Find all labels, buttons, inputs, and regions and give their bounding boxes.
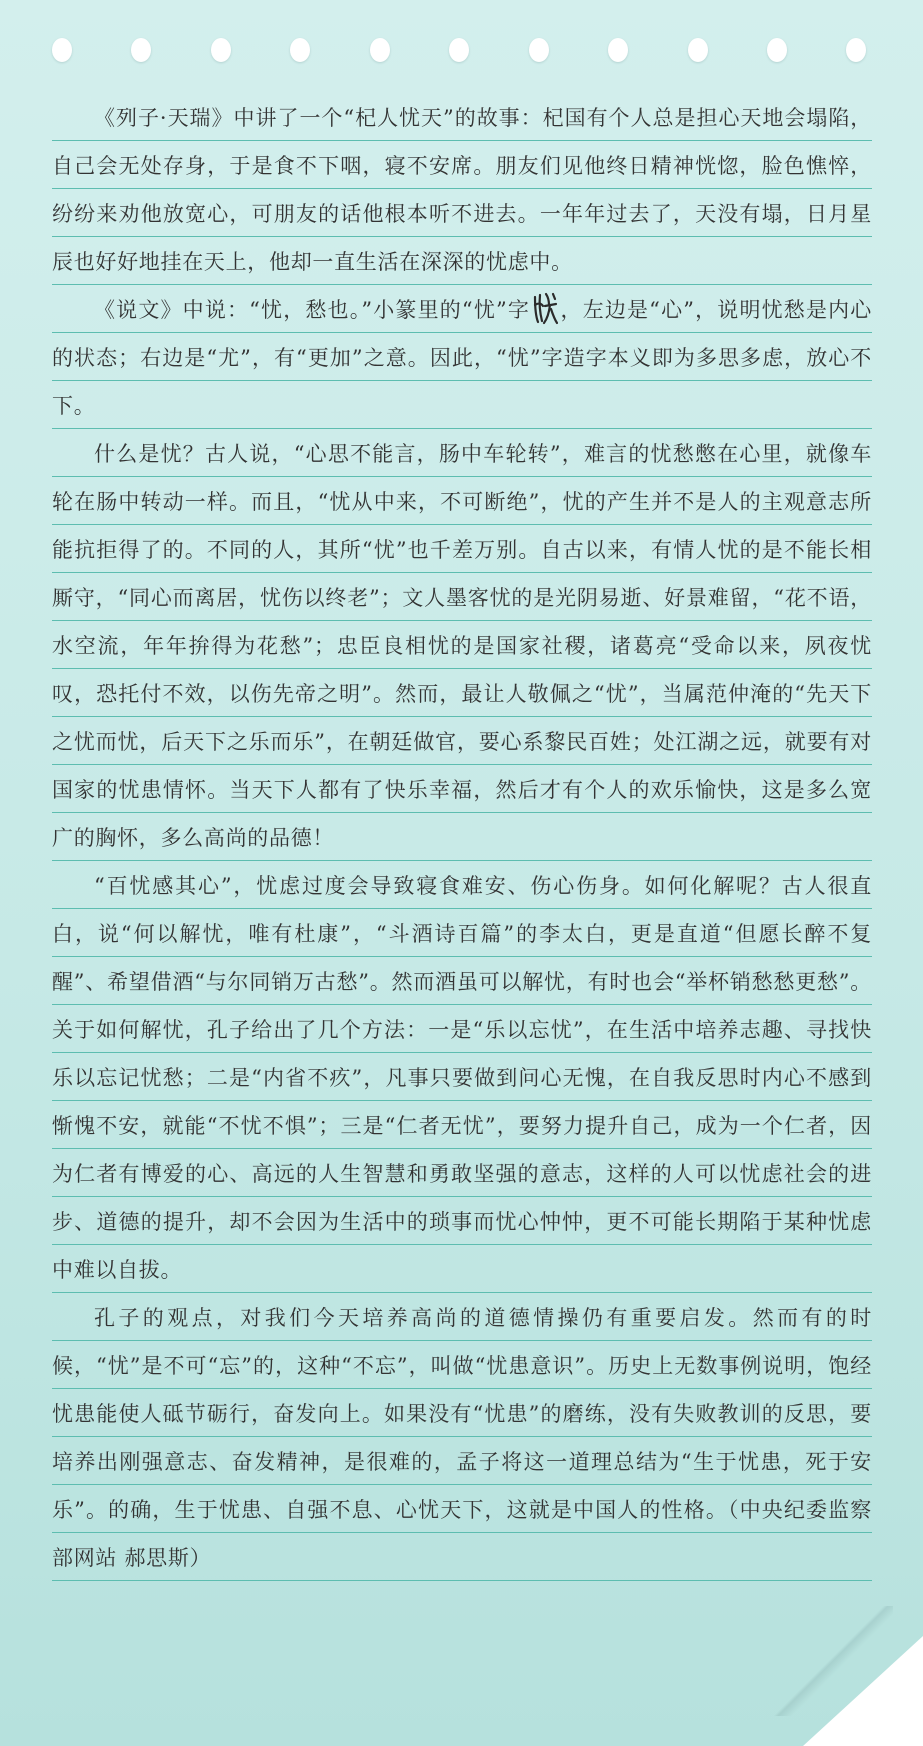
article-body — [52, 94, 872, 1582]
binder-hole — [449, 38, 469, 62]
binder-holes — [52, 38, 872, 64]
paragraph-2 — [52, 286, 872, 430]
binder-hole — [529, 38, 549, 62]
paragraph-1: 《列子·天瑞》中讲了一个“杞人忧天”的故事：杞国有个人总是担心天地会塌陷，自己会无处存身，于是食不下咽，寝不安席。朋友们见他终日精神恍惚，脸色憔悴，纷纷来劝他放宽心，可朋友的话他根本听不进去。一年年过去了，天没有塌，日月星辰也好好地挂在天上，他却一直生活在深深的忧虑中。 — [52, 94, 872, 286]
binder-hole — [846, 38, 866, 62]
page-curl — [803, 1636, 923, 1746]
paragraph-2-rest: ，左边是“心”，说明忧愁是内心的状态；右边是“尤”，有“更加”之意。因此，“忧”字造字本义即为多思多虑，放心不下。 — [52, 298, 872, 418]
binder-hole — [370, 38, 390, 62]
binder-hole — [688, 38, 708, 62]
binder-hole — [608, 38, 628, 62]
binder-hole — [290, 38, 310, 62]
paragraph-4: “百忧感其心”，忧虑过度会导致寝食难安、伤心伤身。如何化解呢？古人很直白，说“何以解忧，唯有杜康”，“斗酒诗百篇”的李太白，更是直道“但愿长醉不复醒”、希望借酒“与尔同销万古愁”。然而酒虽可以解忧，有时也会“举杯销愁愁更愁”。关于如何解忧，孔子给出了几个方法：一是“乐以忘忧”，在生活中培养志趣、寻找快乐以忘记忧愁；二是“内省不疚”，凡事只要做到问心无愧，在自我反思时内心不感到惭愧不安，就能“不忧不惧”；三是“仁者无忧”，要努力提升自己，成为一个仁者，因为仁者有博爱的心、高远的人生智慧和勇敢坚强的意志，这样的人可以忧虑社会的进步、道德的提升，却不会因为生活中的琐事而忧心忡忡，更不可能长期陷于某种忧虑中难以自拔。 — [52, 862, 872, 1294]
paragraph-2-lead: 《说文》中说：“忧，愁也。”小篆里的“忧”字 — [94, 298, 531, 322]
paragraph-5: 孔子的观点，对我们今天培养高尚的道德情操仍有重要启发。然而有的时候，“忧”是不可“忘”的，这种“不忘”，叫做“忧患意识”。历史上无数事例说明，饱经忧患能使人砥节砺行，奋发向上。如果没有“忧患”的磨练，没有失败教训的反思，要培养出刚强意志、奋发精神，是很难的，孟子将这一道理总结为“生于忧患，死于安乐”。的确，生于忧患、自强不息、心忧天下，这就是中国人的性格。（中央纪委监察部网站 郝思斯） — [52, 1294, 872, 1582]
binder-hole — [211, 38, 231, 62]
binder-hole — [52, 38, 72, 62]
binder-hole — [767, 38, 787, 62]
paragraph-3: 什么是忧？古人说，“心思不能言，肠中车轮转”，难言的忧愁憋在心里，就像车轮在肠中转动一样。而且，“忧从中来，不可断绝”，忧的产生并不是人的主观意志所能抗拒得了的。不同的人，其所“忧”也千差万别。自古以来，有情人忧的是不能长相厮守，“同心而离居，忧伤以终老”；文人墨客忧的是光阴易逝、好景难留，“花不语，水空流，年年拚得为花愁”；忠臣良相忧的是国家社稷，诸葛亮“受命以来，夙夜忧叹，恐托付不效，以伤先帝之明”。然而，最让人敬佩之“忧”，当属范仲淹的“先天下之忧而忧，后天下之乐而乐”，在朝廷做官，要心系黎民百姓；处江湖之远，就要有对国家的忧患情怀。当天下人都有了快乐幸福，然后才有个人的欢乐愉快，这是多么宽广的胸怀，多么高尚的品德！ — [52, 430, 872, 862]
binder-hole — [131, 38, 151, 62]
seal-script-you-icon — [532, 291, 558, 325]
